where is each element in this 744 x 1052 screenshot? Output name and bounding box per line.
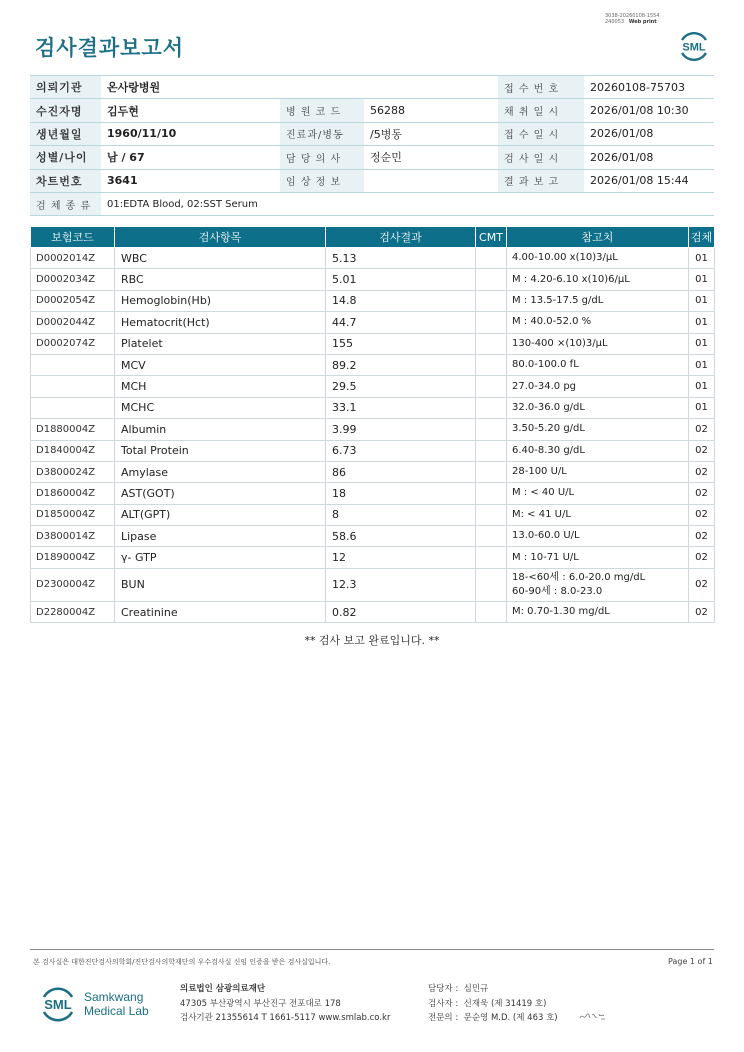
cell-ref: M: 0.70-1.30 mg/dL (507, 601, 689, 622)
cell-item: γ- GTP (115, 547, 326, 568)
cell-code: D1840004Z (31, 440, 115, 461)
staff1-value: 심민규 (463, 984, 489, 994)
cell-ref: M : 40.0-52.0 % (507, 312, 689, 333)
table-row (31, 376, 715, 397)
cell-spec: 01 (689, 290, 715, 311)
table-row (31, 601, 715, 622)
test-date-label: 검 사 일 시 (498, 146, 584, 169)
cell-ref: 13.0-60.0 U/L (507, 526, 689, 547)
cell-result: 58.6 (326, 526, 476, 547)
cell-cmt (476, 248, 507, 269)
cell-ref: 6.40-8.30 g/dL (507, 440, 689, 461)
chart-no-value: 3641 (101, 169, 280, 192)
cell-result: 12 (326, 547, 476, 568)
table-row (31, 269, 715, 290)
dept-label: 진료과/병동 (280, 122, 364, 145)
cell-result: 29.5 (326, 376, 476, 397)
cell-cmt (476, 290, 507, 311)
cell-code (31, 397, 115, 418)
report-complete-text: ** 검사 보고 완료입니다. ** (304, 634, 440, 647)
ref-line1: 18-<60세 : 6.0-20.0 mg/dL (512, 571, 646, 583)
cell-ref: 32.0-36.0 g/dL (507, 397, 689, 418)
cell-cmt (476, 312, 507, 333)
cell-spec: 02 (689, 547, 715, 568)
cell-spec: 02 (689, 461, 715, 482)
cell-cmt (476, 397, 507, 418)
cell-spec: 02 (689, 483, 715, 504)
cell-result: 3.99 (326, 419, 476, 440)
cell-item: ALT(GPT) (115, 504, 326, 525)
cell-code (31, 354, 115, 375)
doctor-value: 정순민 (364, 146, 498, 169)
cell-cmt (476, 333, 507, 354)
receipt-no-label: 접 수 번 호 (498, 76, 584, 99)
cell-ref: 80.0-100.0 fL (507, 354, 689, 375)
organization-name: 의료법인 삼광의료재단 (180, 984, 266, 994)
cell-code: D1890004Z (31, 547, 115, 568)
patient-label: 수진자명 (30, 99, 101, 122)
cell-result: 18 (326, 483, 476, 504)
cell-spec: 01 (689, 312, 715, 333)
cell-spec: 01 (689, 376, 715, 397)
cell-item: MCH (115, 376, 326, 397)
chart-no-label: 차트번호 (30, 169, 101, 192)
cell-spec: 01 (689, 354, 715, 375)
hospital-code-label: 병 원 코 드 (280, 99, 364, 122)
table-row (31, 354, 715, 375)
cell-item: Amylase (115, 461, 326, 482)
table-row (31, 312, 715, 333)
sml-logo-text: SML (44, 997, 72, 1012)
cell-item: Lipase (115, 526, 326, 547)
birth-value: 1960/11/10 (101, 122, 280, 145)
receipt-no-value: 20260108-75703 (584, 76, 714, 99)
table-row (31, 461, 715, 482)
header-ref: 참고치 (507, 227, 689, 248)
receipt-date-label: 접 수 일 시 (498, 122, 584, 145)
cell-cmt (476, 601, 507, 622)
cell-ref: M : 4.20-6.10 x(10)6/μL (507, 269, 689, 290)
cell-item: Albumin (115, 419, 326, 440)
sml-logo-text: SML (682, 41, 706, 54)
cell-code: D1850004Z (31, 504, 115, 525)
cell-ref: M : 10-71 U/L (507, 547, 689, 568)
cell-cmt (476, 354, 507, 375)
cell-item: Platelet (115, 333, 326, 354)
cell-ref: 27.0-34.0 pg (507, 376, 689, 397)
cell-result: 44.7 (326, 312, 476, 333)
header-cmt: CMT (476, 227, 507, 248)
cell-code (31, 376, 115, 397)
cell-spec: 02 (689, 440, 715, 461)
receipt-date-value: 2026/01/08 (584, 122, 714, 145)
staff2-label: 검사자 : (428, 998, 459, 1009)
cell-cmt (476, 526, 507, 547)
cell-cmt (476, 461, 507, 482)
staff-info (428, 982, 558, 1026)
table-row (31, 248, 715, 269)
staff3-value: 문순영 M.D. (제 463 호) (463, 1013, 558, 1023)
sex-age-label: 성별/나이 (30, 146, 101, 169)
table-row (31, 290, 715, 311)
cell-ref: 130-400 ×(10)3/μL (507, 333, 689, 354)
cell-item: MCHC (115, 397, 326, 418)
document-id-line1: 3038-20260108-1554 (605, 13, 660, 19)
cell-ref: 4.00-10.00 x(10)3/μL (507, 248, 689, 269)
staff2-value: 신재욱 (제 31419 호) (463, 998, 547, 1009)
certification-text: 본 검사실은 대한진단검사의학회/진단검사의학재단의 우수검사실 신임 인증을 받은 검사실입니다. (33, 958, 331, 966)
report-value: 2026/01/08 15:44 (584, 169, 714, 192)
cell-item: RBC (115, 269, 326, 290)
cell-cmt (476, 440, 507, 461)
cell-spec: 02 (689, 504, 715, 525)
cell-result: 89.2 (326, 354, 476, 375)
table-row (31, 397, 715, 418)
cell-code: D3800024Z (31, 461, 115, 482)
cell-result: 33.1 (326, 397, 476, 418)
cell-cmt (476, 419, 507, 440)
cell-result: 86 (326, 461, 476, 482)
results-table (30, 226, 715, 623)
cell-code: D1880004Z (31, 419, 115, 440)
brand-line1: Samkwang (84, 990, 144, 1004)
header-code: 보험코드 (31, 227, 115, 248)
sml-logo-icon (675, 26, 713, 64)
cell-ref (507, 568, 689, 601)
cell-ref: 28-100 U/L (507, 461, 689, 482)
clinical-info-label: 임 상 정 보 (280, 169, 364, 192)
cell-cmt (476, 504, 507, 525)
cell-code: D0002074Z (31, 333, 115, 354)
cell-spec: 01 (689, 269, 715, 290)
table-row (31, 483, 715, 504)
organization-address: 47305 부산광역시 부산진구 전포대로 178 (180, 998, 341, 1009)
cell-item: AST(GOT) (115, 483, 326, 504)
hospital-code-value: 56288 (364, 99, 498, 122)
cell-spec: 02 (689, 419, 715, 440)
specimen-value: 01:EDTA Blood, 02:SST Serum (101, 192, 714, 215)
table-row (31, 526, 715, 547)
table-row (31, 547, 715, 568)
cell-item: Hemoglobin(Hb) (115, 290, 326, 311)
collect-time-label: 채 취 일 시 (498, 99, 584, 122)
patient-info-table (30, 75, 714, 216)
cell-item: Creatinine (115, 601, 326, 622)
cell-result: 5.13 (326, 248, 476, 269)
cell-cmt (476, 376, 507, 397)
cell-item: Total Protein (115, 440, 326, 461)
header-result: 검사결과 (326, 227, 476, 248)
cell-item: Hematocrit(Hct) (115, 312, 326, 333)
clinical-info-value (364, 169, 498, 192)
document-id-line2: 240053 (605, 19, 625, 25)
header-item: 검사항목 (115, 227, 326, 248)
cell-code: D2300004Z (31, 568, 115, 601)
patient-value: 김두현 (101, 99, 280, 122)
cell-result: 5.01 (326, 269, 476, 290)
footer-divider (30, 949, 714, 950)
doctor-label: 담 당 의 사 (280, 146, 364, 169)
collect-time-value: 2026/01/08 10:30 (584, 99, 714, 122)
cell-spec: 01 (689, 397, 715, 418)
signature-icon (578, 1009, 608, 1023)
web-print-label: Web print (628, 19, 657, 25)
cell-item: MCV (115, 354, 326, 375)
specimen-label: 검 체 종 류 (30, 192, 101, 215)
cell-code: D0002044Z (31, 312, 115, 333)
page-number: Page 1 of 1 (668, 957, 713, 966)
header-spec: 검체 (689, 227, 715, 248)
request-org-label: 의뢰기관 (30, 76, 101, 99)
cell-spec: 02 (689, 526, 715, 547)
cell-code: D3800014Z (31, 526, 115, 547)
brand-name (84, 990, 149, 1018)
cell-result: 155 (326, 333, 476, 354)
table-row (31, 504, 715, 525)
results-header-row (31, 227, 715, 248)
cell-code: D0002014Z (31, 248, 115, 269)
birth-label: 생년월일 (30, 122, 101, 145)
ref-line2: 60-90세 : 8.0-23.0 (512, 585, 603, 597)
request-org-value: 온사랑병원 (101, 76, 498, 99)
report-label: 결 과 보 고 (498, 169, 584, 192)
cell-code: D1860004Z (31, 483, 115, 504)
staff3-label: 전문의 : (428, 1013, 459, 1023)
page-title: 검사결과보고서 (35, 36, 185, 60)
cell-cmt (476, 568, 507, 601)
cell-result: 6.73 (326, 440, 476, 461)
table-row (31, 568, 715, 601)
table-row (31, 419, 715, 440)
cell-item: WBC (115, 248, 326, 269)
cell-cmt (476, 547, 507, 568)
cell-cmt (476, 483, 507, 504)
cell-cmt (476, 269, 507, 290)
document-id (605, 13, 660, 25)
dept-value: /5병동 (364, 122, 498, 145)
cell-spec: 01 (689, 333, 715, 354)
organization-info (180, 982, 390, 1026)
cell-result: 8 (326, 504, 476, 525)
test-date-value: 2026/01/08 (584, 146, 714, 169)
cell-item: BUN (115, 568, 326, 601)
cell-spec: 02 (689, 601, 715, 622)
brand-line2: Medical Lab (84, 1004, 149, 1018)
cell-result: 0.82 (326, 601, 476, 622)
cell-result: 12.3 (326, 568, 476, 601)
cell-code: D0002054Z (31, 290, 115, 311)
cell-spec: 02 (689, 568, 715, 601)
cell-spec: 01 (689, 248, 715, 269)
cell-result: 14.8 (326, 290, 476, 311)
sml-logo-icon (36, 981, 80, 1025)
sex-age-value: 남 / 67 (101, 146, 280, 169)
cell-code: D0002034Z (31, 269, 115, 290)
staff1-label: 담당자 : (428, 984, 459, 994)
organization-contact: 검사기관 21355614 T 1661-5117 www.smlab.co.kr (180, 1013, 391, 1023)
cell-ref: M : 13.5-17.5 g/dL (507, 290, 689, 311)
table-row (31, 440, 715, 461)
cell-code: D2280004Z (31, 601, 115, 622)
table-row (31, 333, 715, 354)
cell-ref: M: < 41 U/L (507, 504, 689, 525)
cell-ref: 3.50-5.20 g/dL (507, 419, 689, 440)
cell-ref: M : < 40 U/L (507, 483, 689, 504)
